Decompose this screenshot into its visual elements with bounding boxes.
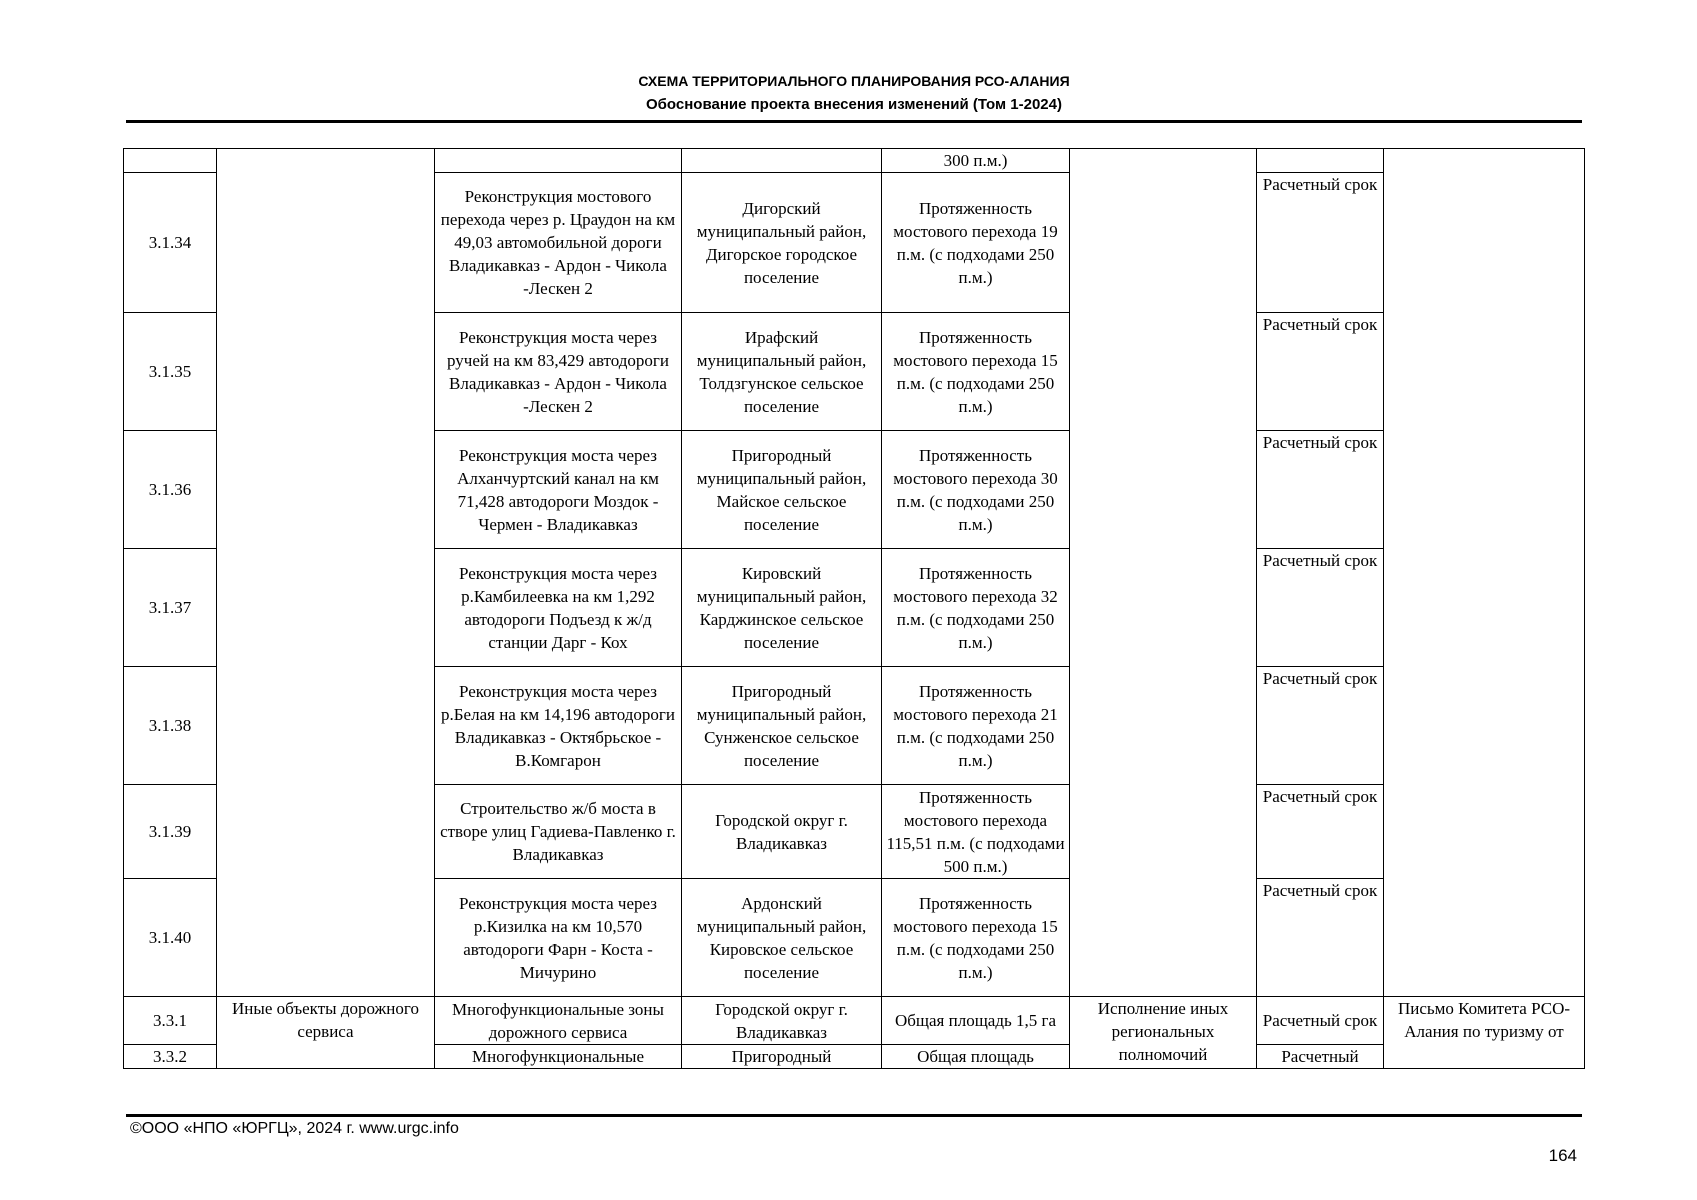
document-header [126, 70, 1582, 116]
row-number: 3.1.40 [124, 879, 217, 997]
object-parameters: Протяженность мостового перехода 19 п.м. (с подходами 250 п.м.) [882, 173, 1070, 313]
object-location: Пригородный муниципальный район, Сунженское сельское поселение [682, 667, 882, 785]
object-parameters: Протяженность мостового перехода 21 п.м. (с подходами 250 п.м.) [882, 667, 1070, 785]
object-parameters: Протяженность мостового перехода 15 п.м. (с подходами 250 п.м.) [882, 313, 1070, 431]
object-name: Реконструкция мостового перехода через р. Цраудон на км 49,03 автомобильной дороги Владикавказ - Ардон - Чикола -Лескен 2 [435, 173, 682, 313]
implementation-term: Расчетный срок [1257, 879, 1384, 997]
object-name: Реконструкция моста через Алханчуртский канал на км 71,428 автодороги Моздок - Чермен - Владикавказ [435, 431, 682, 549]
object-category: Иные объекты дорожного сервиса [217, 997, 435, 1069]
page-number: 164 [1548, 1146, 1577, 1165]
object-name: Реконструкция моста через р.Кизилка на км 10,570 автодороги Фарн - Коста - Мичурино [435, 879, 682, 997]
object-parameters: Общая площадь [882, 1045, 1070, 1069]
object-name: Строительство ж/б моста в створе улиц Гадиева-Павленко г. Владикавказ [435, 785, 682, 879]
implementation-term: Расчетный срок [1257, 667, 1384, 785]
object-name: Многофункциональные [435, 1045, 682, 1069]
implementation-term: Расчетный срок [1257, 997, 1384, 1045]
row-number: 3.1.34 [124, 173, 217, 313]
object-name: Многофункциональные зоны дорожного сервиса [435, 997, 682, 1045]
continuation-cell: 300 п.м.) [882, 149, 1070, 173]
table-cell-empty [682, 149, 882, 173]
table-row [124, 149, 1585, 173]
row-number: 3.1.39 [124, 785, 217, 879]
header-divider [126, 120, 1582, 123]
table-cell-empty [217, 149, 435, 997]
footer-copyright: ©ООО «НПО «ЮРГЦ», 2024 г. www.urgc.info [130, 1120, 459, 1137]
implementation-term: Расчетный срок [1257, 549, 1384, 667]
object-location: Городской округ г. Владикавказ [682, 785, 882, 879]
row-number: 3.1.36 [124, 431, 217, 549]
object-parameters: Общая площадь 1,5 га [882, 997, 1070, 1045]
source-document: Письмо Комитета РСО-Алания по туризму от [1384, 997, 1585, 1069]
document-title: СХЕМА ТЕРРИТОРИАЛЬНОГО ПЛАНИРОВАНИЯ РСО-АЛАНИЯ [638, 73, 1070, 89]
implementation-term: Расчетный срок [1257, 173, 1384, 313]
implementation-term: Расчетный срок [1257, 313, 1384, 431]
object-parameters: Протяженность мостового перехода 15 п.м. (с подходами 250 п.м.) [882, 879, 1070, 997]
object-location: Ирафский муниципальный район, Толдзгунское сельское поселение [682, 313, 882, 431]
row-number: 3.3.1 [124, 997, 217, 1045]
object-name: Реконструкция моста через р.Белая на км 14,196 автодороги Владикавказ - Октябрьское - В.Комгарон [435, 667, 682, 785]
table-cell-empty [435, 149, 682, 173]
object-parameters: Протяженность мостового перехода 115,51 п.м. (с подходами 500 п.м.) [882, 785, 1070, 879]
implementation-basis: Исполнение иных региональных полномочий [1070, 997, 1257, 1069]
object-parameters: Протяженность мостового перехода 30 п.м. (с подходами 250 п.м.) [882, 431, 1070, 549]
row-number: 3.1.35 [124, 313, 217, 431]
object-location: Городской округ г. Владикавказ [682, 997, 882, 1045]
table-cell-empty [1384, 149, 1585, 997]
object-location: Кировский муниципальный район, Карджинское сельское поселение [682, 549, 882, 667]
object-name: Реконструкция моста через р.Камбилеевка на км 1,292 автодороги Подъезд к ж/д станции Дарг - Кох [435, 549, 682, 667]
object-name: Реконструкция моста через ручей на км 83,429 автодороги Владикавказ - Ардон - Чикола -Лескен 2 [435, 313, 682, 431]
object-location: Пригородный муниципальный район, Майское сельское поселение [682, 431, 882, 549]
object-location: Ардонский муниципальный район, Кировское сельское поселение [682, 879, 882, 997]
object-parameters: Протяженность мостового перехода 32 п.м. (с подходами 250 п.м.) [882, 549, 1070, 667]
table-cell-empty [1257, 149, 1384, 173]
table-cell-empty [124, 149, 217, 173]
row-number: 3.1.38 [124, 667, 217, 785]
table-cell-empty [1070, 149, 1257, 997]
implementation-term: Расчетный срок [1257, 785, 1384, 879]
table-row [124, 997, 1585, 1045]
implementation-term: Расчетный [1257, 1045, 1384, 1069]
footer-divider [126, 1114, 1582, 1117]
document-subtitle: Обоснование проекта внесения изменений (Том 1-2024) [646, 96, 1062, 113]
implementation-term: Расчетный срок [1257, 431, 1384, 549]
row-number: 3.3.2 [124, 1045, 217, 1069]
object-location: Дигорский муниципальный район, Дигорское городское поселение [682, 173, 882, 313]
object-location: Пригородный [682, 1045, 882, 1069]
row-number: 3.1.37 [124, 549, 217, 667]
planning-table [123, 148, 1585, 1069]
